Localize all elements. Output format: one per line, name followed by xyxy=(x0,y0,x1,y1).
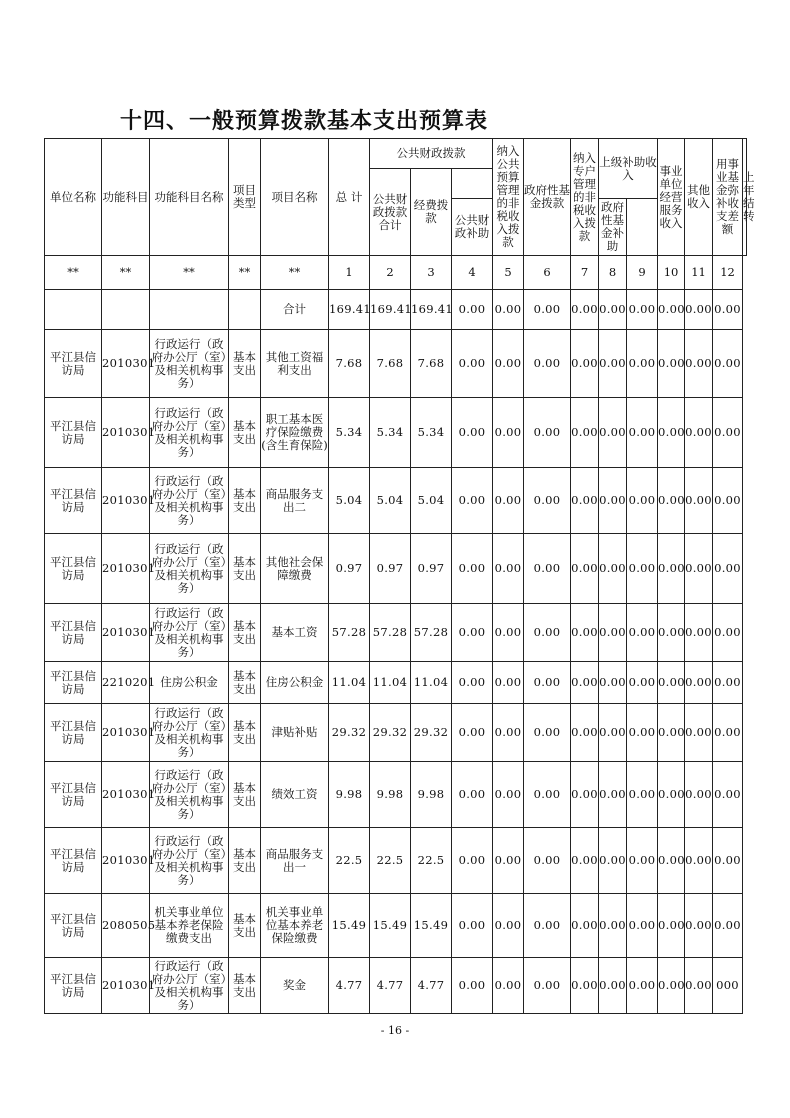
amount-cell: 0.97 xyxy=(411,534,452,604)
amount-cell: 0.00 xyxy=(658,828,685,894)
table-row xyxy=(45,468,747,534)
amount-cell: 0.00 xyxy=(571,662,599,704)
item-name-cell: 商品服务支出二 xyxy=(261,468,329,534)
index-cell: 11 xyxy=(685,256,713,290)
amount-cell: 0.00 xyxy=(658,398,685,468)
func-name-cell: 行政运行（政府办公厅（室）及相关机构事务） xyxy=(150,330,229,398)
index-cell: 6 xyxy=(524,256,571,290)
amount-cell: 0.00 xyxy=(713,704,743,762)
amount-cell: 0.00 xyxy=(524,604,571,662)
amount-cell: 0.00 xyxy=(658,958,685,1014)
amount-cell: 0.00 xyxy=(524,468,571,534)
header-gov-fund: 政府性基金拨款 xyxy=(524,139,571,256)
index-cell: ** xyxy=(261,256,329,290)
index-row xyxy=(45,256,747,290)
index-cell: 1 xyxy=(329,256,370,290)
amount-cell: 0.00 xyxy=(658,704,685,762)
index-cell: ** xyxy=(150,256,229,290)
amount-cell: 0.00 xyxy=(493,662,524,704)
amount-cell: 5.34 xyxy=(329,398,370,468)
item-name-cell: 职工基本医疗保险缴费(含生育保险) xyxy=(261,398,329,468)
total-value: 0.00 xyxy=(524,290,571,330)
amount-cell: 0.00 xyxy=(493,604,524,662)
amount-cell: 0.00 xyxy=(493,828,524,894)
index-cell: ** xyxy=(229,256,261,290)
index-cell: 9 xyxy=(627,256,658,290)
amount-cell: 15.49 xyxy=(411,894,452,958)
table-row xyxy=(45,604,747,662)
amount-cell: 0.00 xyxy=(524,828,571,894)
amount-cell: 0.00 xyxy=(685,604,713,662)
amount-cell: 0.00 xyxy=(627,894,658,958)
amount-cell: 0.00 xyxy=(524,662,571,704)
amount-cell: 0.00 xyxy=(571,704,599,762)
item-type-cell: 基本支出 xyxy=(229,330,261,398)
table-row xyxy=(45,398,747,468)
header-pf-nontax: 纳入公共预算管理的非税收入拨款 xyxy=(493,139,524,256)
index-cell: 2 xyxy=(370,256,411,290)
amount-cell: 0.00 xyxy=(627,330,658,398)
func-code-cell: 2080505 xyxy=(102,894,150,958)
empty-cell xyxy=(150,290,229,330)
amount-cell: 0.00 xyxy=(524,330,571,398)
amount-cell: 0.00 xyxy=(493,894,524,958)
amount-cell: 0.97 xyxy=(329,534,370,604)
item-name-cell: 商品服务支出一 xyxy=(261,828,329,894)
amount-cell: 0.00 xyxy=(493,958,524,1014)
func-code-cell: 2010301 xyxy=(102,398,150,468)
table-row xyxy=(45,828,747,894)
func-code-cell: 2010301 xyxy=(102,468,150,534)
amount-cell: 5.04 xyxy=(329,468,370,534)
amount-cell: 0.00 xyxy=(452,704,493,762)
table-row xyxy=(45,762,747,828)
table-row xyxy=(45,534,747,604)
budget-table xyxy=(44,138,755,1014)
amount-cell: 000 xyxy=(713,958,743,1014)
func-name-cell: 住房公积金 xyxy=(150,662,229,704)
amount-cell: 0.00 xyxy=(627,704,658,762)
amount-cell: 4.77 xyxy=(370,958,411,1014)
amount-cell: 0.00 xyxy=(452,894,493,958)
amount-cell: 0.97 xyxy=(370,534,411,604)
amount-cell: 0.00 xyxy=(599,534,627,604)
index-cell: 5 xyxy=(493,256,524,290)
func-name-cell: 行政运行（政府办公厅（室）及相关机构事务） xyxy=(150,468,229,534)
item-type-cell: 基本支出 xyxy=(229,828,261,894)
total-value: 0.00 xyxy=(493,290,524,330)
header-business-income: 事业单位经营服务收入 xyxy=(658,139,685,256)
amount-cell: 0.00 xyxy=(452,604,493,662)
amount-cell: 0.00 xyxy=(658,604,685,662)
header-upper-gov: 政府性基金补助 xyxy=(599,199,627,256)
amount-cell: 0.00 xyxy=(658,330,685,398)
unit-name-cell: 平江县信访局 xyxy=(45,468,102,534)
empty-cell xyxy=(102,290,150,330)
func-code-cell: 2010301 xyxy=(102,958,150,1014)
func-code-cell: 2210201 xyxy=(102,662,150,704)
amount-cell: 0.00 xyxy=(685,704,713,762)
amount-cell: 0.00 xyxy=(599,468,627,534)
amount-cell: 5.34 xyxy=(411,398,452,468)
item-name-cell: 其他社会保障缴费 xyxy=(261,534,329,604)
total-label: 合计 xyxy=(261,290,329,330)
header-total: 总 计 xyxy=(329,139,370,256)
item-type-cell: 基本支出 xyxy=(229,468,261,534)
unit-name-cell: 平江县信访局 xyxy=(45,762,102,828)
total-value: 169.41 xyxy=(329,290,370,330)
amount-cell: 0.00 xyxy=(452,398,493,468)
amount-cell: 0.00 xyxy=(713,762,743,828)
item-name-cell: 机关事业单位基本养老保险缴费 xyxy=(261,894,329,958)
amount-cell: 0.00 xyxy=(685,468,713,534)
amount-cell: 0.00 xyxy=(713,604,743,662)
amount-cell: 0.00 xyxy=(713,828,743,894)
amount-cell: 0.00 xyxy=(571,894,599,958)
amount-cell: 0.00 xyxy=(452,662,493,704)
func-name-cell: 行政运行（政府办公厅（室）及相关机构事务） xyxy=(150,704,229,762)
amount-cell: 0.00 xyxy=(524,704,571,762)
amount-cell: 0.00 xyxy=(493,398,524,468)
unit-name-cell: 平江县信访局 xyxy=(45,704,102,762)
amount-cell: 0.00 xyxy=(627,762,658,828)
amount-cell: 0.00 xyxy=(685,398,713,468)
func-name-cell: 行政运行（政府办公厅（室）及相关机构事务） xyxy=(150,958,229,1014)
amount-cell: 0.00 xyxy=(599,704,627,762)
amount-cell: 0.00 xyxy=(524,762,571,828)
func-code-cell: 2010301 xyxy=(102,704,150,762)
unit-name-cell: 平江县信访局 xyxy=(45,330,102,398)
index-cell: ** xyxy=(45,256,102,290)
amount-cell: 57.28 xyxy=(329,604,370,662)
amount-cell: 0.00 xyxy=(713,662,743,704)
amount-cell: 0.00 xyxy=(493,534,524,604)
func-name-cell: 机关事业单位基本养老保险缴费支出 xyxy=(150,894,229,958)
total-value: 169.41 xyxy=(411,290,452,330)
amount-cell: 0.00 xyxy=(658,894,685,958)
amount-cell: 0.00 xyxy=(599,828,627,894)
item-name-cell: 津贴补贴 xyxy=(261,704,329,762)
amount-cell: 0.00 xyxy=(713,468,743,534)
func-name-cell: 行政运行（政府办公厅（室）及相关机构事务） xyxy=(150,398,229,468)
header-pf-expense: 经费拨款 xyxy=(411,169,452,256)
unit-name-cell: 平江县信访局 xyxy=(45,398,102,468)
unit-name-cell: 平江县信访局 xyxy=(45,662,102,704)
table-row xyxy=(45,330,747,398)
total-value: 0.00 xyxy=(627,290,658,330)
amount-cell: 0.00 xyxy=(599,604,627,662)
total-row xyxy=(45,290,747,330)
amount-cell: 0.00 xyxy=(685,958,713,1014)
item-type-cell: 基本支出 xyxy=(229,398,261,468)
func-name-cell: 行政运行（政府办公厅（室）及相关机构事务） xyxy=(150,534,229,604)
amount-cell: 29.32 xyxy=(370,704,411,762)
amount-cell: 0.00 xyxy=(571,762,599,828)
header-upper-pf: 公共财政补助 xyxy=(452,199,493,256)
item-type-cell: 基本支出 xyxy=(229,894,261,958)
amount-cell: 0.00 xyxy=(571,828,599,894)
amount-cell: 9.98 xyxy=(370,762,411,828)
amount-cell: 0.00 xyxy=(599,662,627,704)
amount-cell: 0.00 xyxy=(713,330,743,398)
func-code-cell: 2010301 xyxy=(102,604,150,662)
amount-cell: 9.98 xyxy=(329,762,370,828)
amount-cell: 0.00 xyxy=(452,534,493,604)
amount-cell: 0.00 xyxy=(599,398,627,468)
amount-cell: 0.00 xyxy=(524,398,571,468)
table-row xyxy=(45,894,747,958)
total-value: 0.00 xyxy=(599,290,627,330)
index-cell: 7 xyxy=(571,256,599,290)
amount-cell: 0.00 xyxy=(685,828,713,894)
amount-cell: 57.28 xyxy=(370,604,411,662)
amount-cell: 0.00 xyxy=(685,894,713,958)
header-item-type: 项目类型 xyxy=(229,139,261,256)
amount-cell: 22.5 xyxy=(370,828,411,894)
amount-cell: 0.00 xyxy=(685,534,713,604)
amount-cell: 0.00 xyxy=(685,662,713,704)
total-value: 0.00 xyxy=(571,290,599,330)
header-pf-total: 公共财政拨款合计 xyxy=(370,169,411,256)
amount-cell: 0.00 xyxy=(685,330,713,398)
total-value: 0.00 xyxy=(685,290,713,330)
amount-cell: 9.98 xyxy=(411,762,452,828)
amount-cell: 15.49 xyxy=(370,894,411,958)
table-row xyxy=(45,958,747,1014)
amount-cell: 0.00 xyxy=(627,828,658,894)
unit-name-cell: 平江县信访局 xyxy=(45,894,102,958)
amount-cell: 0.00 xyxy=(452,762,493,828)
amount-cell: 0.00 xyxy=(452,958,493,1014)
item-type-cell: 基本支出 xyxy=(229,958,261,1014)
item-name-cell: 绩效工资 xyxy=(261,762,329,828)
amount-cell: 22.5 xyxy=(411,828,452,894)
unit-name-cell: 平江县信访局 xyxy=(45,958,102,1014)
amount-cell: 0.00 xyxy=(658,534,685,604)
amount-cell: 7.68 xyxy=(411,330,452,398)
amount-cell: 0.00 xyxy=(685,762,713,828)
header-carryover: 上年结转 xyxy=(743,139,747,256)
amount-cell: 29.32 xyxy=(329,704,370,762)
amount-cell: 0.00 xyxy=(452,330,493,398)
header-fund-balance: 用事业基金弥补收支差额 xyxy=(713,139,743,256)
amount-cell: 0.00 xyxy=(571,330,599,398)
amount-cell: 0.00 xyxy=(599,958,627,1014)
amount-cell: 29.32 xyxy=(411,704,452,762)
amount-cell: 0.00 xyxy=(658,762,685,828)
amount-cell: 15.49 xyxy=(329,894,370,958)
page-title: 十四、一般预算拨款基本支出预算表 xyxy=(120,108,489,134)
empty-cell xyxy=(229,290,261,330)
amount-cell: 4.77 xyxy=(411,958,452,1014)
header-upper-subsidy: 上级补助收入 xyxy=(599,139,658,199)
amount-cell: 0.00 xyxy=(599,894,627,958)
amount-cell: 7.68 xyxy=(370,330,411,398)
amount-cell: 0.00 xyxy=(493,704,524,762)
index-cell: ** xyxy=(102,256,150,290)
index-cell: 3 xyxy=(411,256,452,290)
amount-cell: 0.00 xyxy=(493,330,524,398)
amount-cell: 0.00 xyxy=(571,604,599,662)
amount-cell: 0.00 xyxy=(524,894,571,958)
page-number: - 16 - xyxy=(380,1024,410,1037)
amount-cell: 0.00 xyxy=(658,468,685,534)
amount-cell: 0.00 xyxy=(571,958,599,1014)
empty-cell xyxy=(45,290,102,330)
header-item-name: 项目名称 xyxy=(261,139,329,256)
amount-cell: 0.00 xyxy=(524,958,571,1014)
header-public-finance: 公共财政拨款 xyxy=(370,139,493,169)
amount-cell: 0.00 xyxy=(713,894,743,958)
total-value: 0.00 xyxy=(713,290,743,330)
unit-name-cell: 平江县信访局 xyxy=(45,534,102,604)
item-type-cell: 基本支出 xyxy=(229,604,261,662)
header-unit-name: 单位名称 xyxy=(45,139,102,256)
amount-cell: 0.00 xyxy=(452,828,493,894)
header-special-nontax: 纳入专户管理的非税收入拨款 xyxy=(571,139,599,256)
amount-cell: 0.00 xyxy=(658,662,685,704)
amount-cell: 0.00 xyxy=(571,534,599,604)
func-code-cell: 2010301 xyxy=(102,828,150,894)
table-row xyxy=(45,704,747,762)
amount-cell: 7.68 xyxy=(329,330,370,398)
total-value: 0.00 xyxy=(452,290,493,330)
amount-cell: 57.28 xyxy=(411,604,452,662)
item-type-cell: 基本支出 xyxy=(229,662,261,704)
item-type-cell: 基本支出 xyxy=(229,534,261,604)
amount-cell: 0.00 xyxy=(493,762,524,828)
amount-cell: 11.04 xyxy=(329,662,370,704)
index-cell: 12 xyxy=(713,256,743,290)
amount-cell: 0.00 xyxy=(627,398,658,468)
amount-cell: 5.04 xyxy=(370,468,411,534)
amount-cell: 0.00 xyxy=(627,468,658,534)
func-code-cell: 2010301 xyxy=(102,330,150,398)
item-name-cell: 其他工资福利支出 xyxy=(261,330,329,398)
func-name-cell: 行政运行（政府办公厅（室）及相关机构事务） xyxy=(150,828,229,894)
amount-cell: 0.00 xyxy=(599,762,627,828)
table-row xyxy=(45,662,747,704)
total-value: 169.41 xyxy=(370,290,411,330)
header-func-code: 功能科目 xyxy=(102,139,150,256)
index-cell: 8 xyxy=(599,256,627,290)
amount-cell: 0.00 xyxy=(493,468,524,534)
func-name-cell: 行政运行（政府办公厅（室）及相关机构事务） xyxy=(150,762,229,828)
item-type-cell: 基本支出 xyxy=(229,762,261,828)
func-code-cell: 2010301 xyxy=(102,762,150,828)
amount-cell: 0.00 xyxy=(627,662,658,704)
amount-cell: 0.00 xyxy=(571,398,599,468)
amount-cell: 5.34 xyxy=(370,398,411,468)
total-value: 0.00 xyxy=(658,290,685,330)
index-cell: 10 xyxy=(658,256,685,290)
amount-cell: 5.04 xyxy=(411,468,452,534)
amount-cell: 0.00 xyxy=(627,534,658,604)
amount-cell: 11.04 xyxy=(411,662,452,704)
unit-name-cell: 平江县信访局 xyxy=(45,604,102,662)
amount-cell: 0.00 xyxy=(524,534,571,604)
amount-cell: 0.00 xyxy=(599,330,627,398)
amount-cell: 0.00 xyxy=(713,534,743,604)
amount-cell: 0.00 xyxy=(571,468,599,534)
amount-cell: 0.00 xyxy=(452,468,493,534)
item-type-cell: 基本支出 xyxy=(229,704,261,762)
item-name-cell: 住房公积金 xyxy=(261,662,329,704)
unit-name-cell: 平江县信访局 xyxy=(45,828,102,894)
amount-cell: 22.5 xyxy=(329,828,370,894)
index-cell: 4 xyxy=(452,256,493,290)
func-name-cell: 行政运行（政府办公厅（室）及相关机构事务） xyxy=(150,604,229,662)
amount-cell: 4.77 xyxy=(329,958,370,1014)
item-name-cell: 基本工资 xyxy=(261,604,329,662)
item-name-cell: 奖金 xyxy=(261,958,329,1014)
amount-cell: 0.00 xyxy=(627,958,658,1014)
amount-cell: 11.04 xyxy=(370,662,411,704)
header-func-name: 功能科目名称 xyxy=(150,139,229,256)
amount-cell: 0.00 xyxy=(713,398,743,468)
func-code-cell: 2010301 xyxy=(102,534,150,604)
header-other-income: 其他收入 xyxy=(685,139,713,256)
amount-cell: 0.00 xyxy=(627,604,658,662)
